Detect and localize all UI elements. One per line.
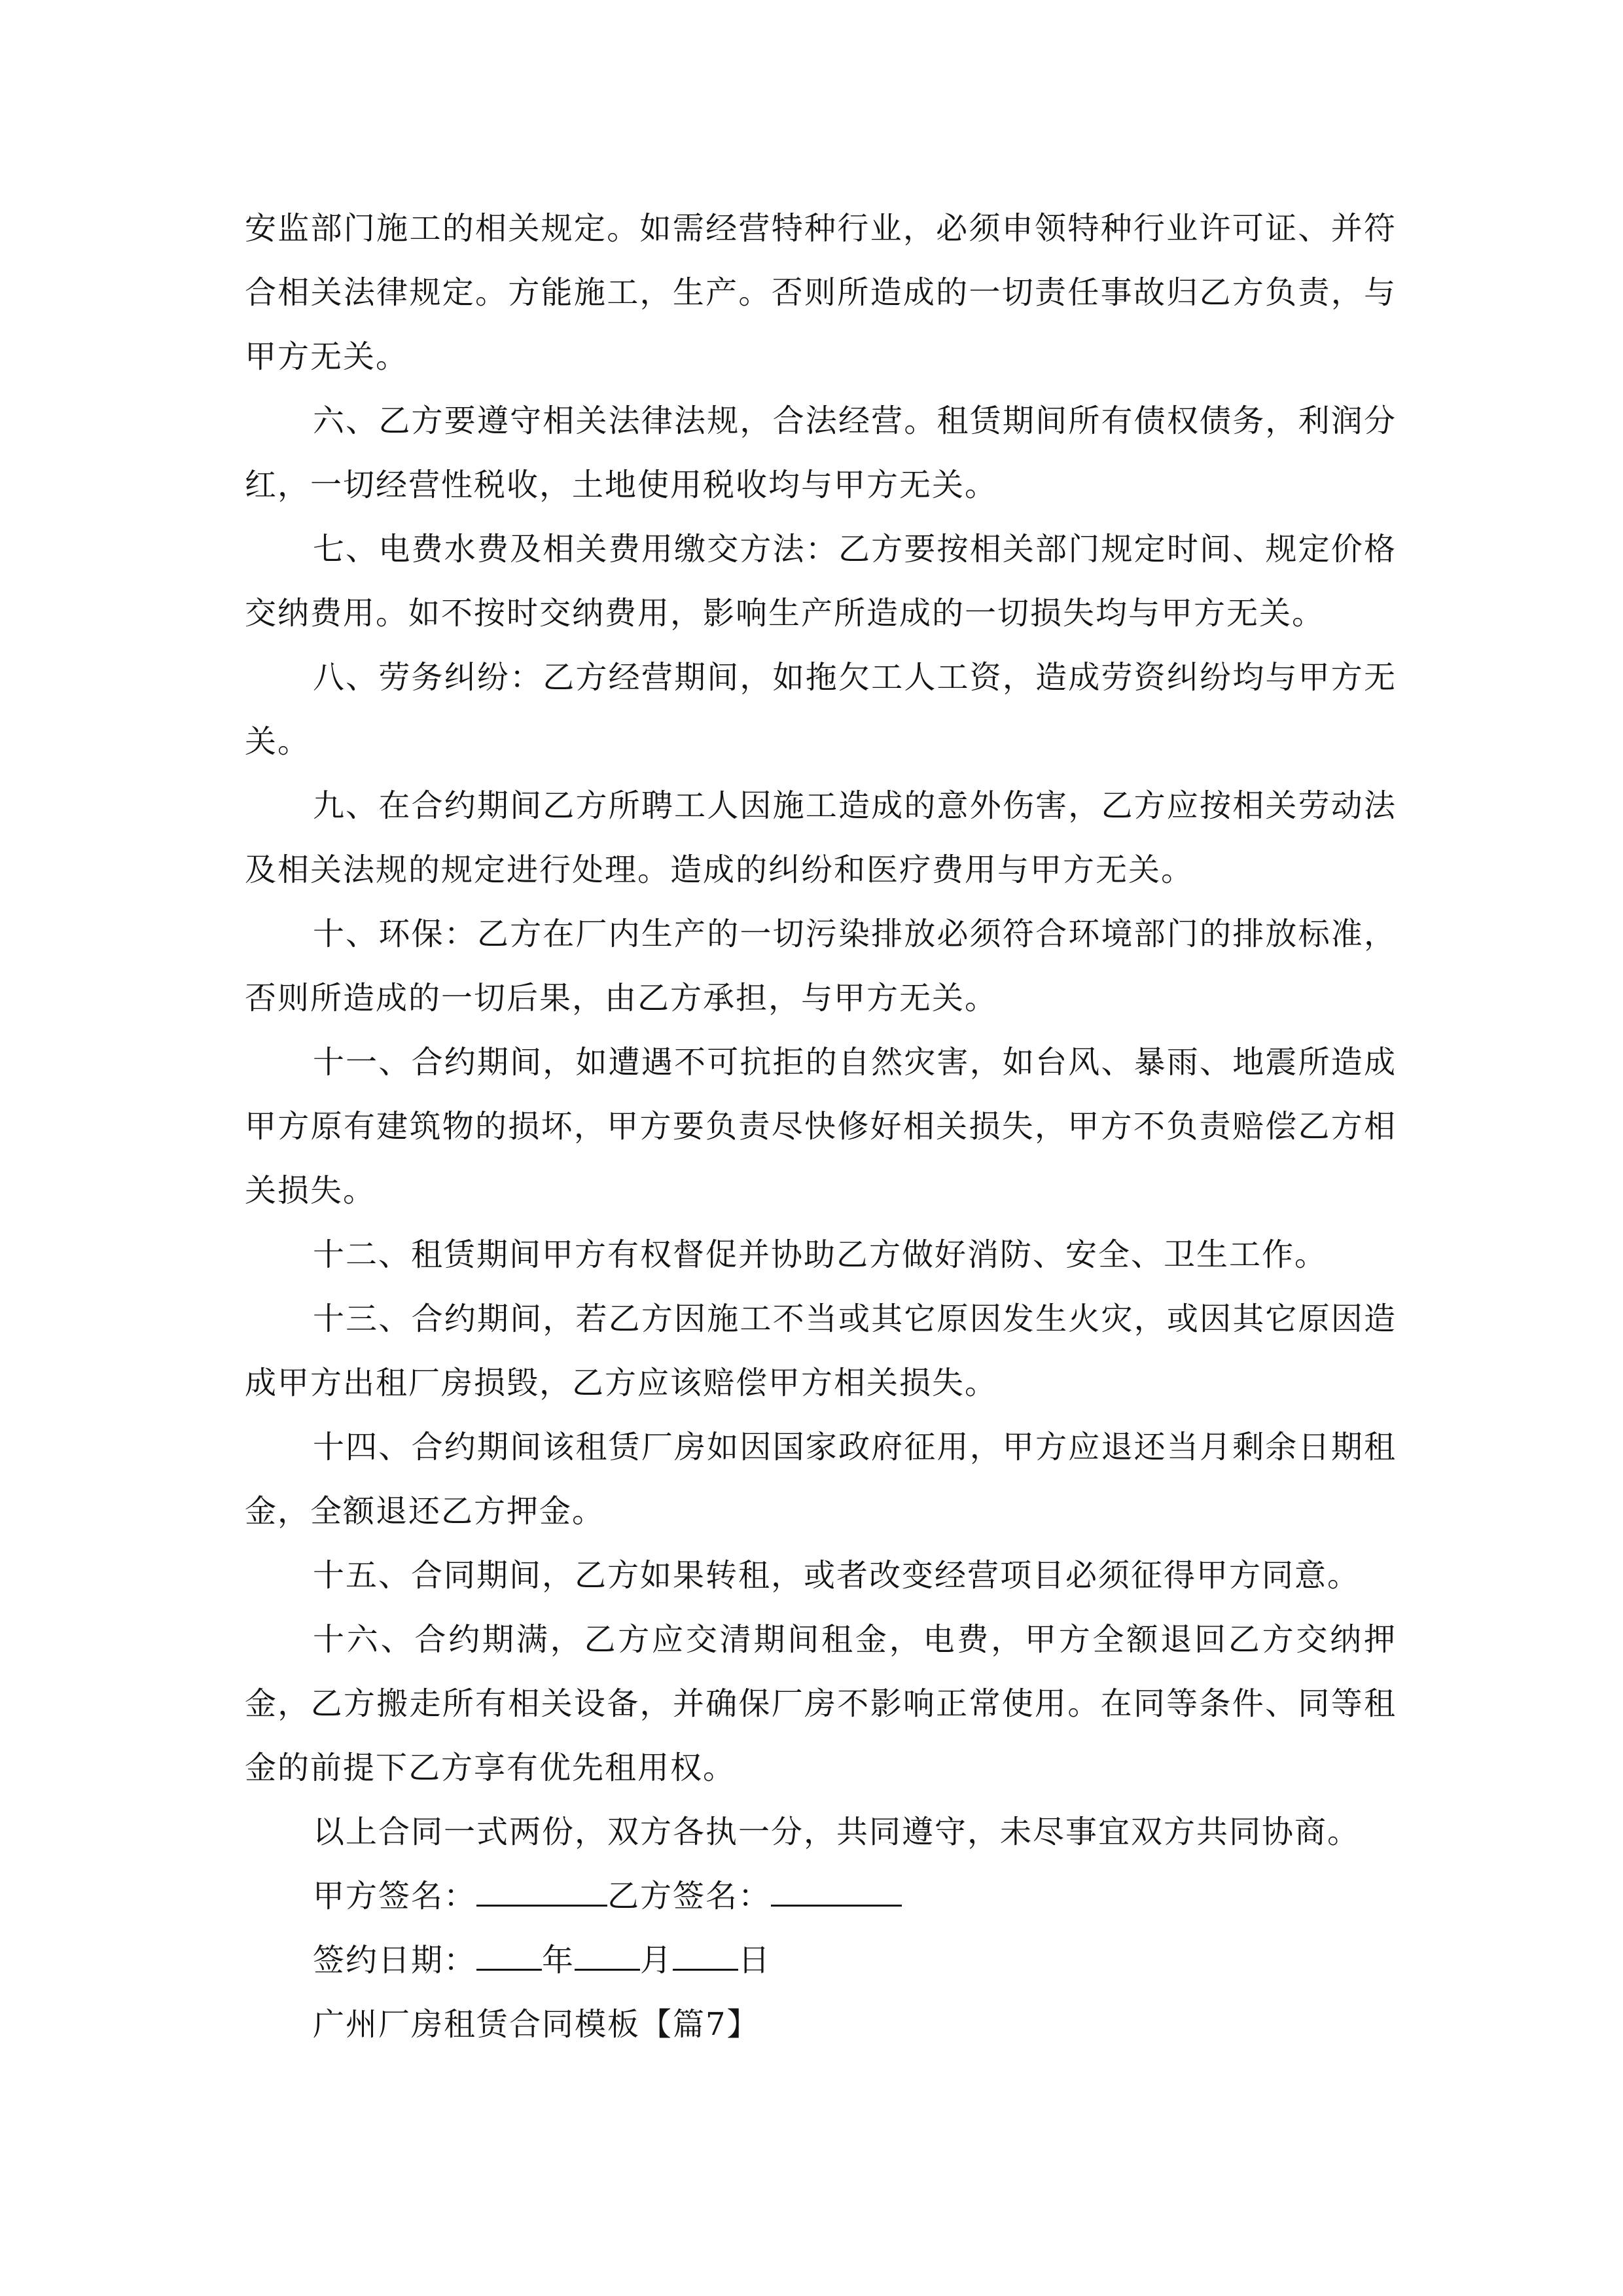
year-blank <box>476 1943 542 1971</box>
clause-9: 九、在合约期间乙方所聘工人因施工造成的意外伤害，乙方应按相关劳动法及相关法规的规定进行处理。造成的纠纷和医疗费用与甲方无关。 <box>245 787 1397 888</box>
clause-11: 十一、合约期间，如遭遇不可抗拒的自然灾害，如台风、暴雨、地震所造成甲方原有建筑物的损坏，甲方要负责尽快修好相关损失，甲方不负责赔偿乙方相关损失。 <box>245 1044 1397 1209</box>
closing-statement: 以上合同一式两份，双方各执一分，共同遵守，未尽事宜双方共同协商。 <box>313 1814 1361 1850</box>
signing-date-label: 签约日期： <box>313 1942 477 1979</box>
clause-6: 六、乙方要遵守相关法律法规，合法经营。租赁期间所有债权债务，利润分红，一切经营性税收，土地使用税收均与甲方无关。 <box>245 403 1397 503</box>
clause-14: 十四、合约期间该租赁厂房如因国家政府征用，甲方应退还当月剩余日期租金，全额退还乙方押金。 <box>245 1429 1397 1530</box>
party-a-signature-label: 甲方签名： <box>313 1878 477 1914</box>
next-template-title: 广州厂房租赁合同模板【篇7】 <box>313 2006 760 2043</box>
clause-16: 十六、合约期满，乙方应交清期间租金，电费，甲方全额退回乙方交纳押金，乙方搬走所有相关设备，并确保厂房不影响正常使用。在同等条件、同等租金的前提下乙方享有优先租用权。 <box>245 1621 1397 1786</box>
year-label: 年 <box>542 1942 575 1979</box>
clause-13: 十三、合约期间，若乙方因施工不当或其它原因发生火灾，或因其它原因造成甲方出租厂房损毁，乙方应该赔偿甲方相关损失。 <box>245 1300 1397 1401</box>
clause-8: 八、劳务纠纷：乙方经营期间，如拖欠工人工资，造成劳资纠纷均与甲方无关。 <box>245 659 1397 760</box>
clause-12: 十二、租赁期间甲方有权督促并协助乙方做好消防、安全、卫生工作。 <box>313 1236 1328 1273</box>
contract-body <box>245 196 1397 2056</box>
signature-line <box>245 1864 1397 1928</box>
clause-10: 十、环保：乙方在厂内生产的一切污染排放必须符合环境部门的排放标准，否则所造成的一切后果，由乙方承担，与甲方无关。 <box>245 916 1397 1016</box>
signing-date-line <box>245 1928 1397 1992</box>
day-blank <box>673 1943 738 1971</box>
month-blank <box>575 1943 640 1971</box>
party-b-signature-blank <box>771 1878 902 1907</box>
month-label: 月 <box>640 1942 673 1979</box>
clause-15: 十五、合同期间，乙方如果转租，或者改变经营项目必须征得甲方同意。 <box>313 1557 1361 1594</box>
paragraph-continuation: 安监部门施工的相关规定。如需经营特种行业，必须申领特种行业许可证、并符合相关法律规定。方能施工，生产。否则所造成的一切责任事故归乙方负责，与甲方无关。 <box>245 210 1397 375</box>
day-label: 日 <box>738 1942 772 1979</box>
party-a-signature-blank <box>476 1878 607 1907</box>
clause-7: 七、电费水费及相关费用缴交方法：乙方要按相关部门规定时间、规定价格交纳费用。如不按时交纳费用，影响生产所造成的一切损失均与甲方无关。 <box>245 531 1397 632</box>
party-b-signature-label: 乙方签名： <box>607 1878 772 1914</box>
